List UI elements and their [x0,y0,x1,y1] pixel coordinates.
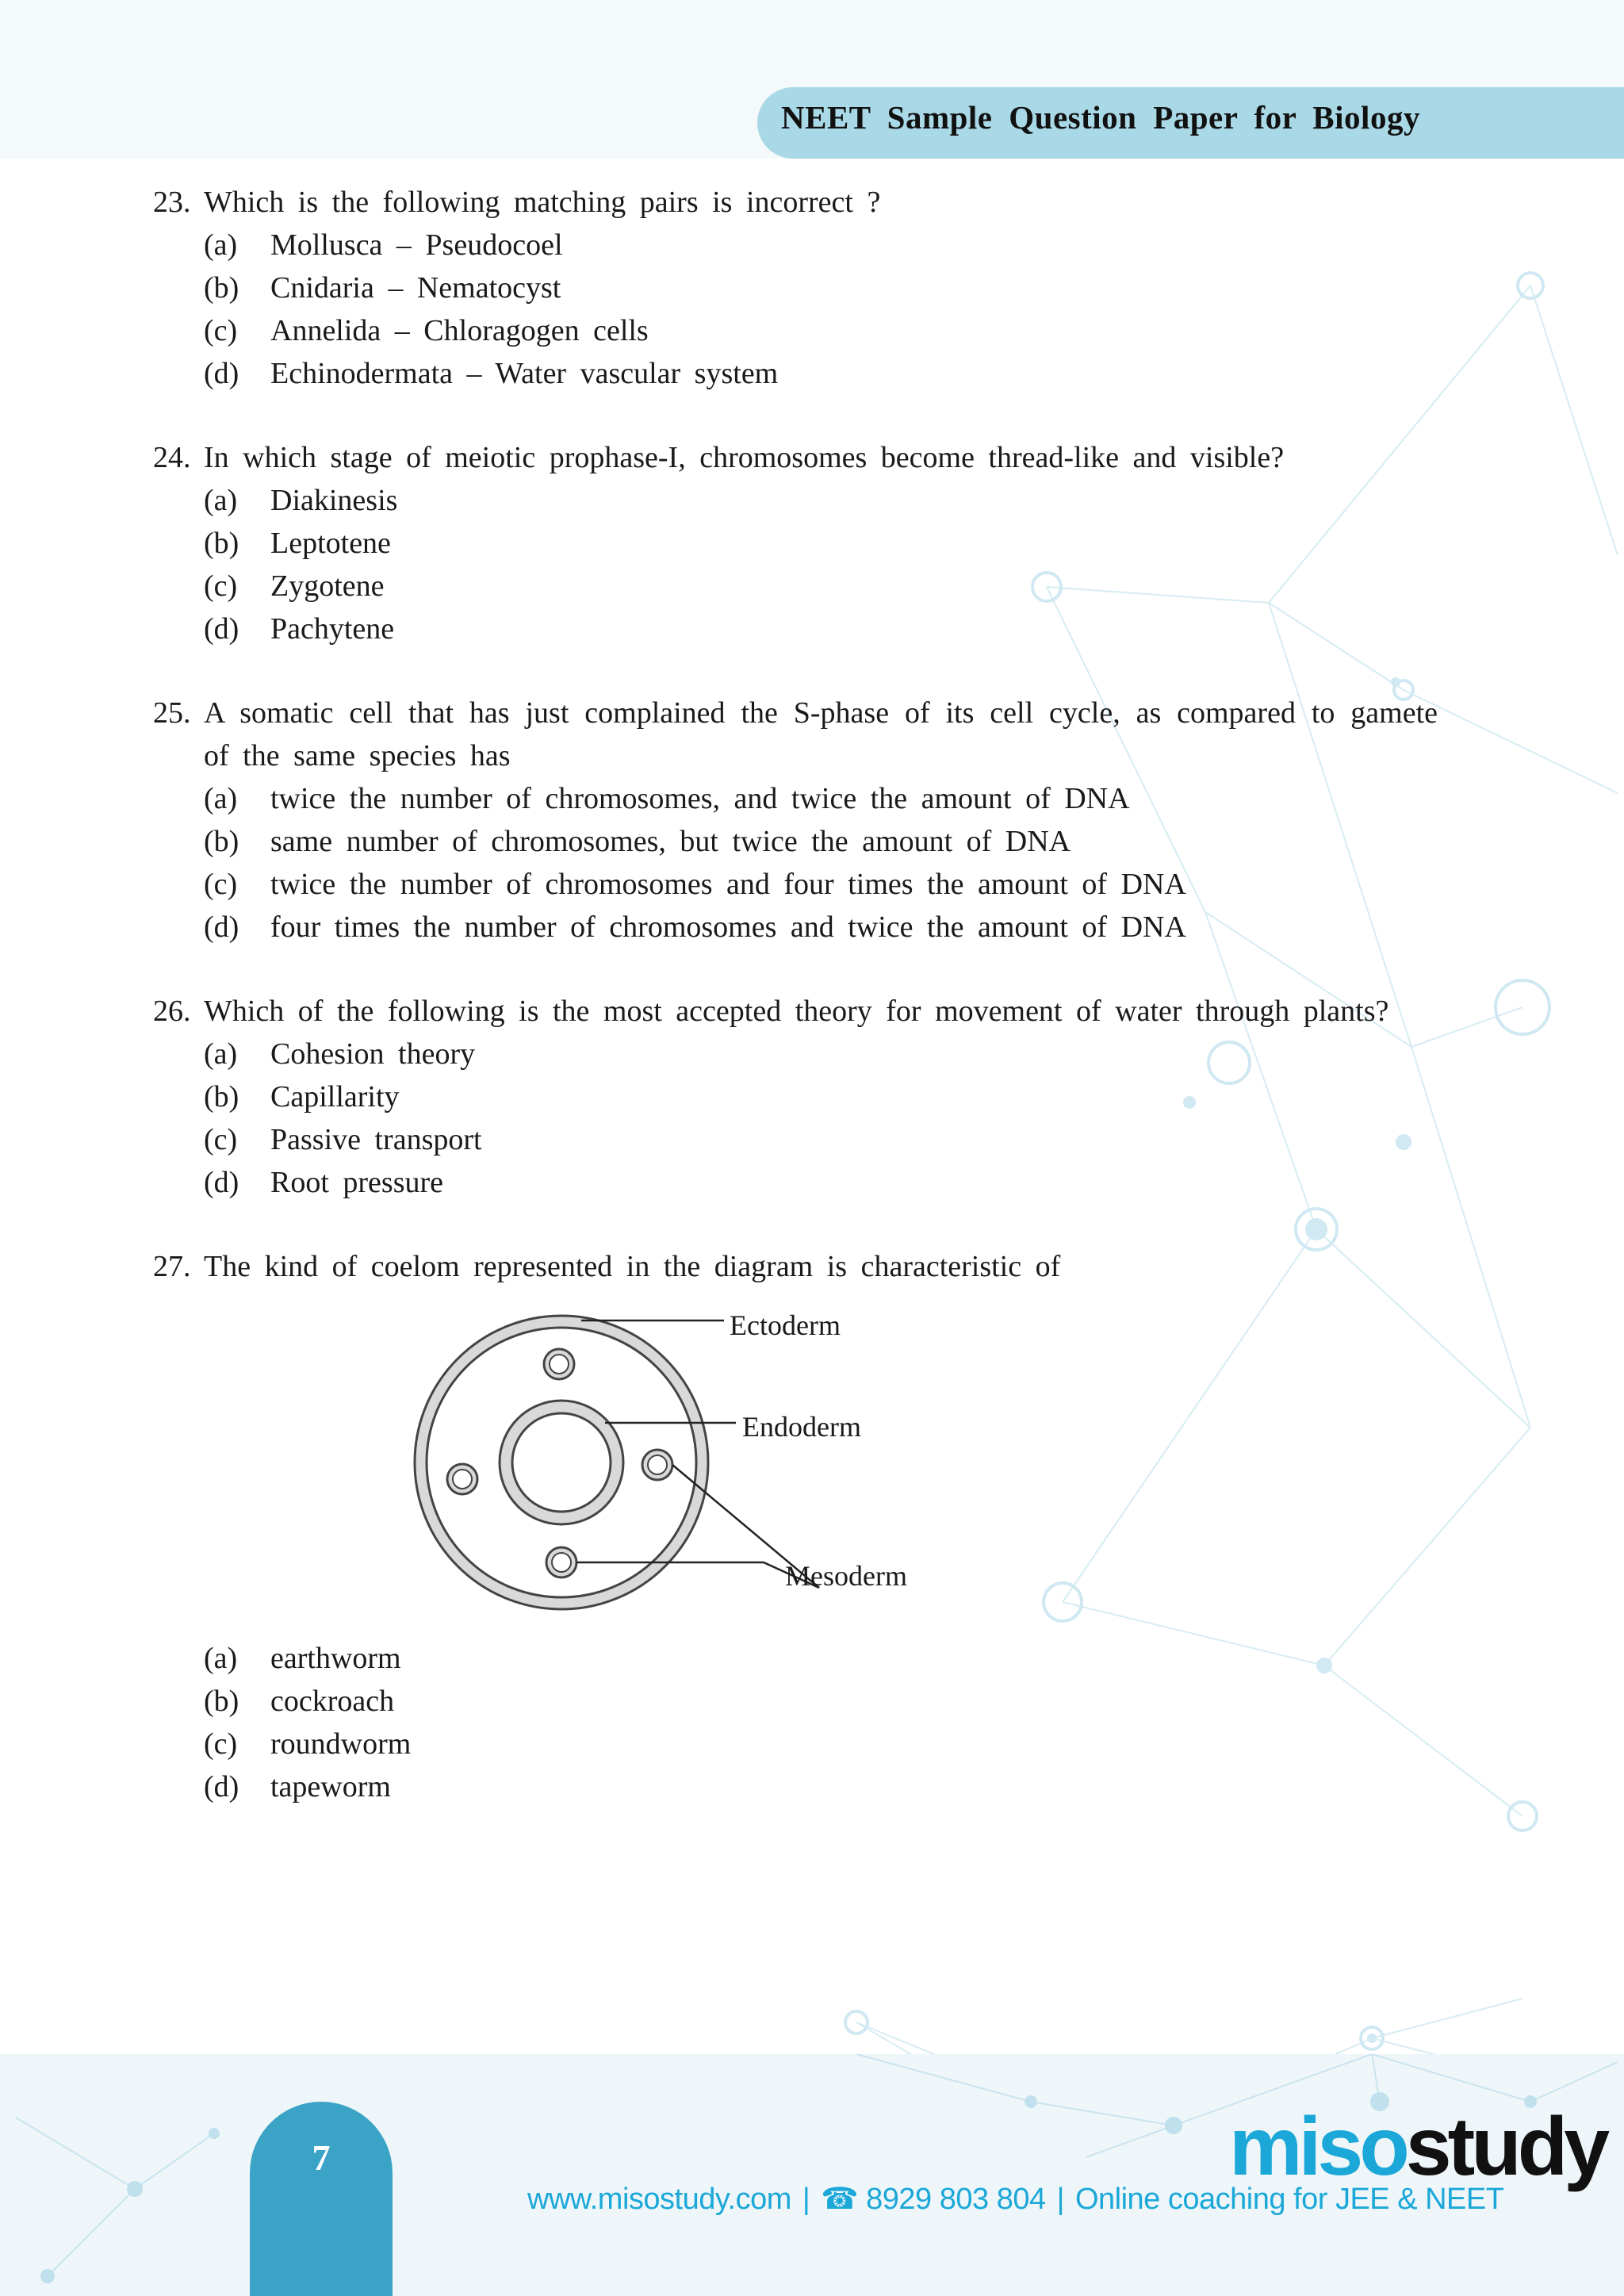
logo-text-part2: study [1405,2101,1607,2193]
option-text: same number of chromosomes, but twice the amount of DNA [270,825,1071,858]
option-text: Diakinesis [270,484,398,517]
option-d [204,1765,1438,1808]
option-d [204,608,1438,650]
option-b [204,266,1438,309]
question-25 [153,692,1438,949]
option-c [204,863,1438,906]
separator: | [802,2183,810,2216]
option-c [204,565,1438,608]
mesoderm-label: Mesoderm [785,1560,907,1592]
question-list [153,181,1438,1849]
option-text: earthworm [270,1642,401,1675]
option-d [204,906,1438,949]
option-label: (b) [204,527,239,560]
option-a [204,777,1438,820]
page-title: NEET Sample Question Paper for Biology [781,99,1420,136]
phone-number: ☎ 8929 803 804 [821,2183,1046,2216]
question-text: A somatic cell that has just complained the S-phase of its cell cycle, as compared to gamete of the same species has [204,696,1438,772]
option-label: (d) [204,357,239,390]
option-text: Mollusca – Pseudocoel [270,228,563,262]
option-text: twice the number of chromosomes, and twice the amount of DNA [270,782,1130,815]
option-text: Zygotene [270,569,385,603]
question-text: The kind of coelom represented in the diagram is characteristic of [204,1250,1061,1283]
option-label: (c) [204,1123,238,1156]
option-b [204,1680,1438,1723]
option-a [204,1637,1438,1680]
option-text: cockroach [270,1685,395,1718]
option-label: (c) [204,314,238,347]
option-label: (a) [204,782,238,815]
question-24 [153,436,1438,650]
website-link[interactable]: www.misostudy.com [527,2183,791,2216]
option-text: roundworm [270,1727,412,1761]
option-text: tapeworm [270,1770,391,1803]
tagline: Online coaching for JEE & NEET [1074,2183,1504,2216]
option-label: (b) [204,271,239,305]
option-label: (c) [204,868,238,901]
option-a [204,479,1438,522]
option-text: Capillarity [270,1080,400,1114]
option-label: (d) [204,1770,239,1803]
question-26 [153,990,1438,1204]
option-text: Pachytene [270,612,395,646]
question-number: 23. [153,186,191,219]
footer-contact [527,2181,1503,2217]
option-a [204,1033,1438,1075]
coelom-diagram [391,1296,1105,1629]
option-b [204,820,1438,863]
question-number: 27. [153,1250,191,1283]
option-label: (a) [204,484,238,517]
question-number: 25. [153,696,191,730]
question-text: Which is the following matching pairs is incorrect ? [204,186,881,219]
option-label: (a) [204,1037,238,1071]
option-text: Root pressure [270,1166,444,1199]
question-number: 26. [153,995,191,1028]
option-label: (d) [204,1166,239,1199]
endoderm-label: Endoderm [742,1411,861,1443]
option-label: (b) [204,1080,239,1114]
option-b [204,1075,1438,1118]
option-label: (c) [204,1727,238,1761]
option-label: (d) [204,612,239,646]
option-text: Passive transport [270,1123,482,1156]
option-text: twice the number of chromosomes and four times the amount of DNA [270,868,1186,901]
option-label: (a) [204,1642,238,1675]
logo-text-part1: miso [1229,2101,1406,2193]
option-d [204,1161,1438,1204]
option-label: (b) [204,1685,239,1718]
option-label: (d) [204,910,239,944]
option-c [204,309,1438,352]
option-text: Echinodermata – Water vascular system [270,357,779,390]
option-text: Cnidaria – Nematocyst [270,271,561,305]
option-text: Leptotene [270,527,391,560]
page-number: 7 [312,2137,331,2178]
option-label: (c) [204,569,238,603]
option-c [204,1118,1438,1161]
question-text: Which of the following is the most accepted theory for movement of water through plants? [204,995,1389,1028]
option-text: four times the number of chromosomes and twice the amount of DNA [270,910,1186,944]
page-number-tab [250,2102,393,2296]
question-text: In which stage of meiotic prophase-I, chromosomes become thread-like and visible? [204,441,1285,474]
option-a [204,224,1438,266]
option-d [204,352,1438,395]
option-text: Annelida – Chloragogen cells [270,314,649,347]
question-number: 24. [153,441,191,474]
question-27 [153,1245,1438,1808]
question-23 [153,181,1438,395]
option-label: (b) [204,825,239,858]
option-c [204,1723,1438,1765]
option-label: (a) [204,228,238,262]
gut-lumen [512,1413,611,1512]
separator: | [1056,2183,1064,2216]
option-b [204,522,1438,565]
option-text: Cohesion theory [270,1037,476,1071]
ectoderm-label: Ectoderm [730,1309,841,1341]
